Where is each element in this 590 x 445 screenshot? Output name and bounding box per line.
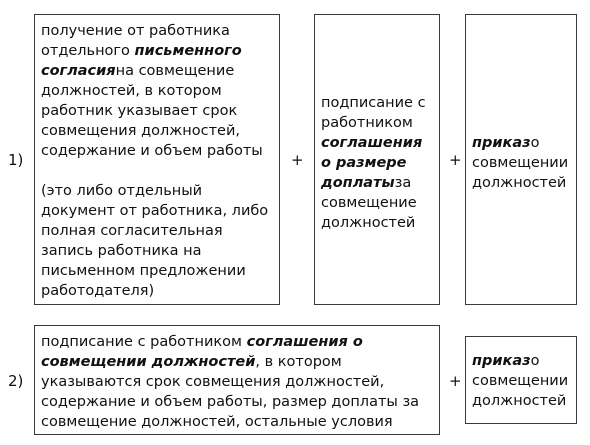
- consent-box: [34, 14, 280, 305]
- combined-agreement-box: [34, 325, 440, 435]
- row-1-number: 1): [8, 151, 24, 169]
- payment-agreement-text-before: подписание с работником: [321, 95, 426, 131]
- order-text-after-2: о совмещении должностей: [472, 353, 569, 409]
- consent-text-after: на совмещение должностей, в котором работник указывает срок совмещения должностей, содержание и объем работы: [41, 63, 263, 159]
- order-emphasis-1: приказ: [472, 135, 531, 151]
- order-text-after-1: о совмещении должностей: [472, 135, 569, 191]
- combined-agreement-text-after: , в котором указываются срок совмещения должностей, содержание и объем работы, размер доплаты за совмещение должностей, остальные условия: [41, 354, 420, 430]
- order-emphasis-2: приказ: [472, 353, 531, 369]
- order-box-1: [465, 14, 577, 305]
- payment-agreement-box: [314, 14, 440, 305]
- consent-text: [41, 21, 275, 161]
- paragraph-gap: [41, 161, 275, 181]
- row-2-number: 2): [8, 372, 24, 390]
- order-box-2: [465, 336, 577, 424]
- consent-emphasis: письменного согласия: [41, 43, 242, 79]
- combined-agreement-emphasis: соглашения о совмещении должностей: [41, 334, 363, 370]
- consent-note: (это либо отдельный документ от работника, либо полная согласительная запись работника на письменном предложении работодателя): [41, 183, 269, 299]
- combined-agreement-text-before: подписание с работником: [41, 334, 247, 350]
- consent-text-before: получение от работника отдельного: [41, 23, 230, 59]
- plus-sign-2: +: [449, 151, 462, 169]
- plus-sign-1: +: [291, 151, 304, 169]
- plus-sign-3: +: [449, 372, 462, 390]
- payment-agreement-emphasis: соглашения о размере доплаты: [321, 135, 423, 191]
- payment-agreement-text-after: за совмещение должностей: [321, 175, 417, 231]
